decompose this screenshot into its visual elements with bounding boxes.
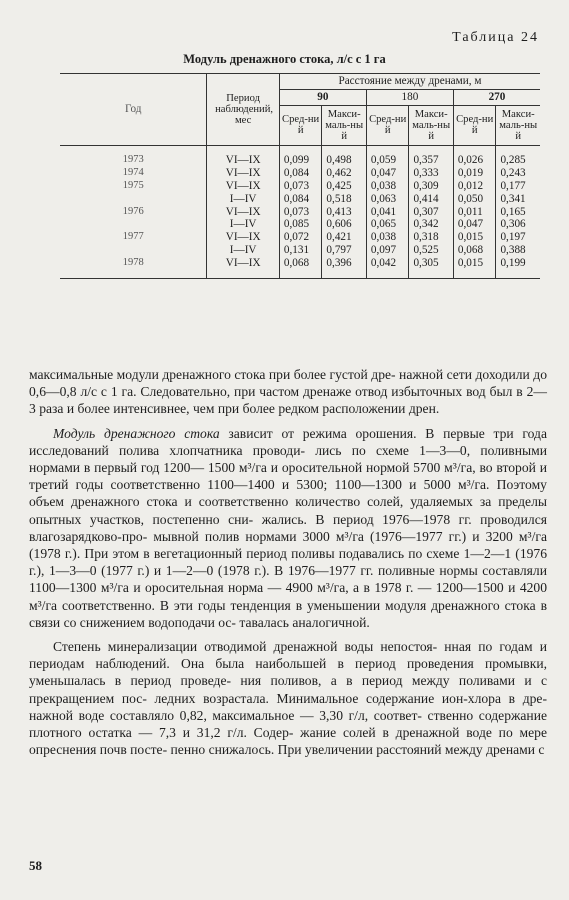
cell-period: VI—IX bbox=[207, 167, 279, 180]
cell-value: 0,068 bbox=[279, 257, 322, 278]
cell-value: 0,073 bbox=[279, 206, 322, 219]
cell-period: I—IV bbox=[207, 244, 279, 257]
table-row bbox=[60, 257, 540, 278]
table-row bbox=[60, 146, 540, 167]
cell-value: 0,525 bbox=[409, 244, 453, 257]
text-line: мывной полив нормами 3000 м³/га (1976—1977 гг.) и 3200 м³/га bbox=[153, 528, 547, 544]
cell-value: 0,072 bbox=[279, 231, 322, 244]
table-row bbox=[60, 193, 540, 206]
cell-value: 0,199 bbox=[496, 257, 540, 278]
table-row bbox=[60, 206, 540, 219]
table-title: Модуль дренажного стока, л/с с 1 га bbox=[183, 52, 386, 66]
cell-value: 0,342 bbox=[409, 218, 453, 231]
cell-value: 0,041 bbox=[366, 206, 409, 219]
table-row bbox=[60, 167, 540, 180]
cell-value: 0,421 bbox=[322, 231, 366, 244]
cell-year: 1976 bbox=[122, 205, 144, 217]
text-line: 1500 м³/га и оросительной нормой 5700 м³/га, во второй и третий bbox=[29, 460, 547, 493]
cell-value: 0,026 bbox=[453, 146, 496, 167]
cell-period: VI—IX bbox=[207, 180, 279, 193]
drainage-runoff-table bbox=[60, 73, 540, 279]
header-year: Год bbox=[60, 74, 207, 146]
cell-value: 0,019 bbox=[453, 167, 496, 180]
text-line: жание солей в дренажной воде по мере опреснения почв посте- bbox=[29, 725, 547, 758]
subheader-mean-1: Сред-ний bbox=[366, 105, 409, 145]
text-line: В 1976—1977 гг. поливные нормы составляли 1100—1300 м³/га и bbox=[29, 563, 547, 596]
cell-value: 0,099 bbox=[279, 146, 322, 167]
header-distance: Расстояние между дренами, м bbox=[279, 74, 540, 90]
cell-value: 0,318 bbox=[409, 231, 453, 244]
cell-value: 0,047 bbox=[453, 218, 496, 231]
text-line: модуля дренажного стока в связи со снижением водоподачи ос- bbox=[29, 597, 547, 630]
text-line: лись по схеме 1—3—0, поливными нормами в первый год 1200— bbox=[29, 442, 547, 476]
subheader-mean-0: Сред-ний bbox=[279, 105, 322, 145]
cell-value: 0,518 bbox=[322, 193, 366, 206]
cell-value: 0,165 bbox=[496, 206, 540, 219]
cell-period: VI—IX bbox=[207, 206, 279, 219]
text-line: по схеме 1—2—1 (1976 г.), 1—3—0 (1977 г.) и 1—2—0 (1978 г.). bbox=[29, 546, 548, 579]
subheader-max-2: Макси-маль-ный bbox=[496, 105, 540, 145]
cell-value: 0,306 bbox=[496, 218, 540, 231]
text-line: нажной воде составляло 0,82, максимальное — 3,30 г/л, соответ- bbox=[29, 707, 422, 723]
cell-value: 0,341 bbox=[496, 193, 540, 206]
text-line: Степень минерализации отводимой дренажной воды непостоя- bbox=[53, 639, 438, 655]
cell-value: 0,038 bbox=[366, 231, 409, 244]
header-distance-180: 180 bbox=[366, 89, 453, 105]
cell-value: 0,042 bbox=[366, 257, 409, 278]
cell-period: VI—IX bbox=[207, 257, 279, 278]
cell-value: 0,063 bbox=[366, 193, 409, 206]
page-number: 58 bbox=[29, 858, 42, 873]
cell-value: 0,307 bbox=[409, 206, 453, 219]
cell-value: 0,059 bbox=[366, 146, 409, 167]
cell-value: 0,065 bbox=[366, 218, 409, 231]
cell-year bbox=[60, 244, 207, 257]
cell-value: 0,309 bbox=[409, 180, 453, 193]
cell-value: 0,333 bbox=[409, 167, 453, 180]
text-line: ственно содержание плотного остатка — 7,3 и 31,2 г/л. Содер- bbox=[29, 707, 547, 741]
cell-period: I—IV bbox=[207, 193, 279, 206]
cell-year: 1978 bbox=[60, 257, 207, 278]
cell-value: 0,414 bbox=[409, 193, 453, 206]
paragraph bbox=[29, 366, 547, 418]
cell-period: VI—IX bbox=[207, 146, 279, 167]
text-line: (1978 г.). При этом в вегетационный период поливы подавались bbox=[29, 546, 405, 562]
cell-value: 0,097 bbox=[366, 244, 409, 257]
cell-value: 0,357 bbox=[409, 146, 453, 167]
header-distance-270: 270 bbox=[453, 89, 540, 105]
cell-value: 0,413 bbox=[322, 206, 366, 219]
text-line: В первые три года исследований полива хлопчатника проводи- bbox=[29, 425, 547, 458]
cell-year bbox=[60, 218, 207, 231]
cell-value: 0,073 bbox=[279, 180, 322, 193]
cell-value: 0,011 bbox=[453, 206, 496, 219]
text-line: нажной сети доходили до 0,6—0,8 л/с с 1 га. Следовательно, при bbox=[29, 367, 547, 400]
header-distance-90: 90 bbox=[279, 89, 366, 105]
body-text bbox=[29, 366, 547, 758]
text-line: годы соответственно 1100—1400 и 5300; 1100—1300 и 5000 м³/га. bbox=[75, 477, 490, 493]
cell-value: 0,177 bbox=[496, 180, 540, 193]
cell-value: 0,498 bbox=[322, 146, 366, 167]
cell-value: 0,085 bbox=[279, 218, 322, 231]
cell-year: 1975 bbox=[122, 179, 144, 191]
cell-value: 0,015 bbox=[453, 231, 496, 244]
cell-value: 0,084 bbox=[279, 167, 322, 180]
cell-period: VI—IX bbox=[207, 231, 279, 244]
cell-value: 0,015 bbox=[453, 257, 496, 278]
subheader-max-1: Макси-маль-ный bbox=[409, 105, 453, 145]
table-row bbox=[60, 218, 540, 231]
text-line: ния поливов, а в период между поливами и с прекращением пос- bbox=[29, 673, 547, 706]
cell-year: 1974 bbox=[122, 166, 144, 178]
cell-value: 0,047 bbox=[366, 167, 409, 180]
text-line: частом дренаже отвод избыточных вод был в 2—3 раза и более bbox=[29, 384, 547, 417]
text-line: тавалась аналогичной. bbox=[239, 614, 370, 630]
text-line: 4200 м³/га соответственно. В эти годы тенденция в уменьшении bbox=[29, 580, 547, 613]
table-row bbox=[60, 244, 540, 257]
cell-value: 0,606 bbox=[322, 218, 366, 231]
text-line: жались. В период 1976—1978 гг. проводился влагозарядково-про- bbox=[29, 511, 547, 544]
cell-value: 0,388 bbox=[496, 244, 540, 257]
cell-value: 0,243 bbox=[496, 167, 540, 180]
cell-period: I—IV bbox=[207, 218, 279, 231]
cell-value: 0,425 bbox=[322, 180, 366, 193]
cell-value: 0,012 bbox=[453, 180, 496, 193]
text-line: зависит от режима орошения. bbox=[219, 425, 417, 441]
cell-value: 0,797 bbox=[322, 244, 366, 257]
cell-value: 0,462 bbox=[322, 167, 366, 180]
table-label: Таблица 24 bbox=[452, 30, 539, 45]
cell-value: 0,285 bbox=[496, 146, 540, 167]
cell-value: 0,197 bbox=[496, 231, 540, 244]
subheader-mean-2: Сред-ний bbox=[453, 105, 496, 145]
paragraph bbox=[29, 425, 547, 631]
cell-value: 0,084 bbox=[279, 193, 322, 206]
cell-value: 0,050 bbox=[453, 193, 496, 206]
text-line: солей, удаляемых за пределы опытных участков, постепенно сни- bbox=[29, 494, 547, 527]
table-row bbox=[60, 231, 540, 244]
text-line: в период проведения промывки, уменьшалась в период проведе- bbox=[29, 656, 547, 689]
cell-value: 0,131 bbox=[279, 244, 322, 257]
text-line: максимальные модули дренажного стока при более густой дре- bbox=[29, 367, 396, 382]
paragraph-lead: Модуль дренажного стока bbox=[53, 425, 220, 441]
table-row bbox=[60, 180, 540, 193]
text-line: оросительная норма — 4900 м³/га, а в 1978 г. — 1200—1500 и bbox=[145, 580, 516, 596]
subheader-max-0: Макси-маль-ный bbox=[322, 105, 366, 145]
paragraph bbox=[29, 638, 547, 758]
cell-value: 0,396 bbox=[322, 257, 366, 278]
header-period bbox=[207, 74, 279, 146]
text-line: пенно снижалось. При увеличении расстояний между дренами с bbox=[170, 742, 545, 758]
cell-value: 0,305 bbox=[409, 257, 453, 278]
cell-value: 0,038 bbox=[366, 180, 409, 193]
cell-year: 1977 bbox=[122, 231, 144, 243]
cell-year: 1973 bbox=[122, 154, 144, 166]
cell-year bbox=[60, 193, 207, 206]
cell-value: 0,068 bbox=[453, 244, 496, 257]
text-line: нная по годам и периодам наблюдений. Она была наибольшей bbox=[29, 639, 547, 672]
text-line: Поэтому объем дренажного стока и соответственно количество bbox=[29, 477, 547, 510]
text-line: интенсивнее, чем при более редком расположении дрен. bbox=[113, 401, 440, 417]
header-period-text: Период наблюдений, мес bbox=[215, 92, 274, 127]
text-line: ледних возрастала. Минимальное содержание ион-хлора в дре- bbox=[154, 690, 547, 706]
